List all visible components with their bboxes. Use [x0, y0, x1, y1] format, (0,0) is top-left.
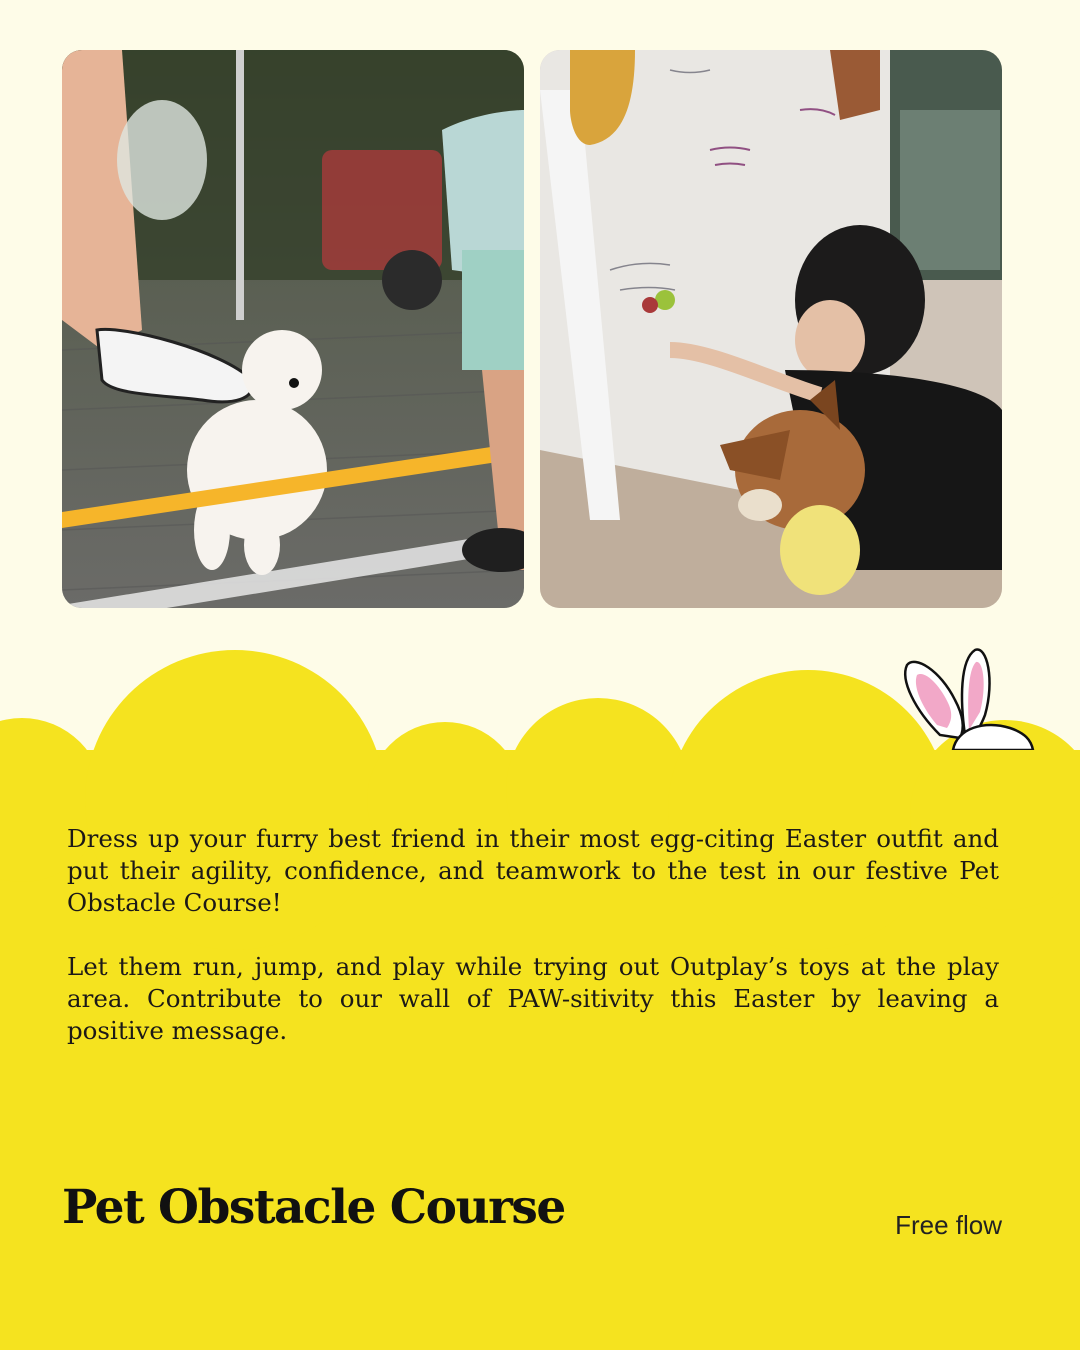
- free-flow-label: Free flow: [895, 1210, 1002, 1240]
- page-title: Pet Obstacle Course: [62, 1180, 565, 1235]
- bunny-ears-icon: [895, 640, 1035, 750]
- description: [67, 823, 999, 1079]
- poodle-obstacle-photo: [62, 50, 524, 608]
- positivity-wall-photo: [540, 50, 1002, 608]
- description-paragraph-2: Let them run, jump, and play while trying out Outplay’s toys at the play area. Contribute to our wall of PAW-sitivity this Easter by leaving a positive message.: [67, 952, 999, 1045]
- description-paragraph-1: Dress up your furry best friend in their most egg-citing Easter outfit and put their agility, confidence, and teamwork to the test in our festive Pet Obstacle Course!: [67, 824, 999, 917]
